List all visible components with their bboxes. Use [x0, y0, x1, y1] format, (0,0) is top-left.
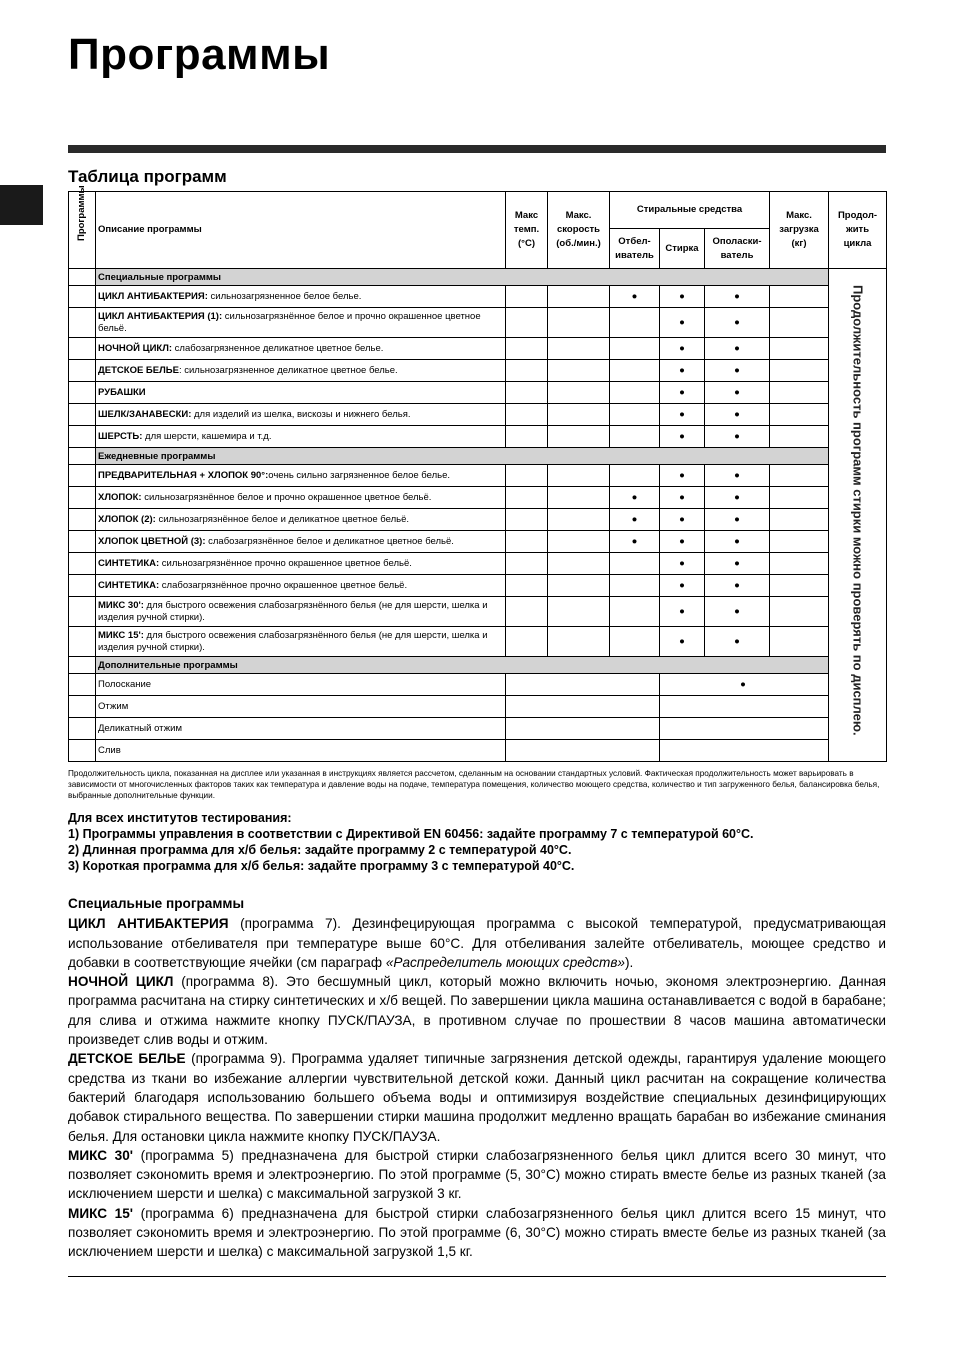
wash-marker: ● [660, 597, 705, 627]
program-description [96, 308, 506, 338]
wash-marker: ● [660, 338, 705, 360]
program-table [68, 185, 887, 762]
wash-marker: ● [660, 286, 705, 308]
rinse-marker [660, 696, 829, 718]
program-description [96, 553, 506, 575]
paragraph-lead: ЦИКЛ АНТИБАКТЕРИЯ [68, 916, 229, 932]
testing-line: 1) Программы управления в соответствии с Директивой EN 60456: задайте программу 7 с температурой 60°С. [68, 827, 754, 841]
program-description [96, 674, 506, 696]
rinse-marker [660, 718, 829, 740]
program-name: МИКС 15': [98, 629, 144, 641]
program-desc-text: слабозагрязненное деликатное цветное белье. [172, 342, 384, 354]
section-header-row [69, 448, 887, 465]
program-description [96, 575, 506, 597]
wash-marker: ● [660, 360, 705, 382]
program-desc-text: для шерсти, кашемира и т.д. [142, 430, 272, 442]
program-row [69, 382, 887, 404]
program-row [69, 674, 887, 696]
paragraph-lead: МИКС 15' [68, 1205, 134, 1221]
bleach-marker: ● [610, 487, 660, 509]
bleach-marker [610, 627, 660, 657]
special-heading: Специальные программы [68, 896, 245, 911]
wash-marker: ● [660, 553, 705, 575]
paragraph-text: (программа 9). Программа удаляет типичные загрязнения детской одежды, гарантируя удаление моющего средства из ткани во избежание аллергии чувствительной детской кожи. Данный цикл расчитан на сокращение количества бактерий благодаря использованию большего объема воды и оптимизируя воздействие специальных дезинфицирующих добавок стирального вещества. По завершении стирки машина продолжит медленно вращать барабан во избежание сминания белья. Для остановки цикла нажмите кнопку ПУСК/ПАУЗА. [68, 1051, 886, 1144]
rinse-marker: ● [705, 286, 770, 308]
rinse-marker: ● [705, 509, 770, 531]
rinse-marker [660, 740, 829, 762]
header-max-load: Макс. загрузка (кг) [770, 192, 829, 269]
header-programs: Программы [69, 192, 96, 269]
header-max-speed: Макс. скорость (об./мин.) [548, 192, 610, 269]
header-bleach: Отбел-иватель [610, 229, 660, 269]
program-row [69, 487, 887, 509]
program-name: НОЧНОЙ ЦИКЛ: [98, 342, 173, 354]
program-name: МИКС 30': [98, 599, 144, 611]
paragraph-lead: ДЕТСКОЕ БЕЛЬЕ [68, 1051, 186, 1067]
program-desc-text: сильнозагрязнённое белое и прочно окрашенное цветное бельё. [141, 491, 432, 503]
header-max-temp: Макс темп. (°C) [506, 192, 548, 269]
program-desc-text: сильнозагрязнённое белое и прочно окрашенное цветное бельё. [98, 310, 481, 334]
section-title: Ежедневные программы [96, 448, 829, 465]
program-desc-text: Слив [98, 744, 121, 756]
table-title: Таблица программ [68, 167, 227, 186]
header-rinse: Ополаски-ватель [705, 229, 770, 269]
program-description [96, 360, 506, 382]
testing-heading: Для всех институтов тестирования: [68, 811, 292, 825]
bleach-marker [610, 553, 660, 575]
program-row [69, 286, 887, 308]
bleach-marker [610, 575, 660, 597]
program-desc-text: сильнозагрязненное белое белье. [207, 290, 362, 302]
program-name: ДЕТСКОЕ БЕЛЬЕ [98, 364, 179, 376]
program-desc-text: для изделий из шелка, вискозы и нижнего белья. [191, 408, 411, 420]
header-rule [68, 145, 886, 153]
program-row [69, 308, 887, 338]
program-row [69, 404, 887, 426]
program-name: РУБАШКИ [98, 386, 146, 398]
bleach-marker [610, 426, 660, 448]
rinse-marker: ● [660, 674, 829, 696]
program-name: СИНТЕТИКА: [98, 579, 160, 591]
wash-marker: ● [660, 465, 705, 487]
rinse-marker: ● [705, 531, 770, 553]
program-row [69, 509, 887, 531]
header-duration: Продол-жить цикла [829, 192, 887, 269]
header-detergents: Стиральные средства [610, 192, 770, 229]
bleach-marker: ● [610, 531, 660, 553]
program-desc-text: слабозагрязнённое прочно окрашенное цветное бельё. [159, 579, 408, 591]
program-description [96, 509, 506, 531]
wash-marker: ● [660, 404, 705, 426]
program-description [96, 718, 506, 740]
rinse-marker: ● [705, 338, 770, 360]
rinse-marker: ● [705, 575, 770, 597]
program-desc-text: для быстрого освежения слабозагрязнённого белья (не для шерсти, шелка и изделия ручной стирки). [98, 629, 488, 653]
rinse-marker: ● [705, 308, 770, 338]
program-row [69, 338, 887, 360]
paragraph-lead: НОЧНОЙ ЦИКЛ [68, 974, 174, 990]
rinse-marker: ● [705, 553, 770, 575]
page-title: Программы [68, 30, 331, 79]
header-wash: Стирка [660, 229, 705, 269]
bleach-marker [610, 404, 660, 426]
program-desc-text: Деликатный отжим [98, 722, 182, 734]
program-row [69, 531, 887, 553]
program-row [69, 360, 887, 382]
program-desc-text: сильнозагрязнённое прочно окрашенное цветное бельё. [159, 557, 412, 569]
paragraph-text: (программа 7). Дезинфецирующая программа с высокой температурой, предусматривающая использование отбеливателя при температуре выше 60°C. Для отбеливания залейте отбеливатель, моющее средство и добавки в соответствующие ячейки (см параграф [68, 916, 886, 970]
program-row [69, 718, 887, 740]
program-name: ХЛОПОК (2): [98, 513, 156, 525]
program-name: ПРЕДВАРИТЕЛЬНАЯ + ХЛОПОК 90°: [98, 469, 269, 481]
special-paragraph [68, 1146, 886, 1204]
side-note-text: Продолжительность программ стирки можно проверять по дисплею. [850, 285, 866, 736]
program-description [96, 696, 506, 718]
bleach-marker [610, 338, 660, 360]
duration-footnote: Продолжительность цикла, показанная на дисплее или указанная в инструкциях является рассчетом, сделанным на основании стандартных условий. Фактическая продолжительность может варьировать в зависимости от многочисленных факторов таких как температура и давление воды на подаче, температура помещения, количество моющего средства, количество и тип загруженного белья, балансировка белья, выбранные дополнительные функции. [68, 769, 880, 800]
rinse-marker: ● [705, 627, 770, 657]
program-description [96, 627, 506, 657]
program-description [96, 740, 506, 762]
program-row [69, 696, 887, 718]
paragraph-tail: ). [624, 954, 634, 970]
rinse-marker: ● [705, 404, 770, 426]
program-description [96, 404, 506, 426]
program-name: ШЕЛК/ЗАНАВЕСКИ: [98, 408, 192, 420]
special-programs-section [68, 894, 886, 1262]
wash-marker: ● [660, 308, 705, 338]
program-description [96, 426, 506, 448]
footer-rule [68, 1276, 886, 1277]
program-desc-text: Отжим [98, 700, 129, 712]
bleach-marker: ● [610, 286, 660, 308]
section-tab-marker [0, 185, 43, 225]
program-row [69, 575, 887, 597]
wash-marker: ● [660, 531, 705, 553]
paragraph-reference: «Распределитель моющих средств» [385, 954, 625, 970]
testing-instructions [68, 810, 886, 874]
rinse-marker: ● [705, 597, 770, 627]
program-row [69, 740, 887, 762]
program-name: ШЕРСТЬ: [98, 430, 143, 442]
program-description [96, 338, 506, 360]
rinse-marker: ● [705, 382, 770, 404]
rinse-marker: ● [705, 360, 770, 382]
program-name: ХЛОПОК: [98, 491, 142, 503]
paragraph-text: (программа 6) предназначена для быстрой стирки слабозагрязненного белья цикл длится всего 15 минут, что позволяет сэкономить время и электроэнергию. По этой программе (6, 30°C) можно стирать вместе белье из разных тканей (за исключением шерсти и шелка) с максимальной загрузкой 1,5 кг. [68, 1205, 886, 1260]
program-desc-text: сильнозагрязнённое белое и деликатное цветное бельё. [155, 513, 410, 525]
program-desc-text: слабозагрязнённое белое и деликатное цветное бельё. [205, 535, 454, 547]
program-row [69, 465, 887, 487]
program-row [69, 553, 887, 575]
bleach-marker [610, 360, 660, 382]
rinse-marker: ● [705, 465, 770, 487]
bleach-marker [610, 465, 660, 487]
wash-marker: ● [660, 487, 705, 509]
program-description [96, 531, 506, 553]
special-paragraph [68, 972, 886, 1049]
special-paragraph [68, 914, 886, 972]
program-name: ХЛОПОК ЦВЕТНОЙ (3): [98, 535, 206, 547]
paragraph-text: (программа 8). Это бесшумный цикл, который можно включить ночью, экономя электроэнергию. Данная программа расчитана на стирку синтетических и х/б вещей. По завершении цикла машина останавливается с водой в барабане; для слива и отжима нажмите кнопку ПУСК/ПАУЗА, в противном случае по прошествии 8 часов машина автоматически произведет слив воды и отжим. [68, 974, 887, 1048]
section-header-row [69, 657, 887, 674]
program-desc-text: Полоскание [98, 678, 152, 690]
section-title: Дополнительные программы [96, 657, 829, 674]
header-description: Описание программы [96, 192, 506, 269]
wash-marker: ● [660, 382, 705, 404]
duration-side-note [829, 269, 887, 762]
paragraph-text: (программа 5) предназначена для быстрой стирки слабозагрязненного белья цикл длится всего 30 минут, что позволяет сэкономить время и электроэнергию. По этой программе (5, 30°C) можно стирать вместе белье из разных тканей (за исключением шерсти и шелка) с максимальной загрузкой 3 кг. [68, 1147, 886, 1202]
program-description [96, 487, 506, 509]
wash-marker: ● [660, 509, 705, 531]
bleach-marker [610, 597, 660, 627]
bleach-marker [610, 308, 660, 338]
program-description [96, 597, 506, 627]
wash-marker: ● [660, 575, 705, 597]
bleach-marker [610, 382, 660, 404]
testing-line: 3) Короткая программа для х/б белья: задайте программу 3 с температурой 40°С. [68, 859, 575, 873]
wash-marker: ● [660, 627, 705, 657]
section-title: Специальные программы [96, 269, 829, 286]
special-paragraph [68, 1204, 886, 1262]
program-row [69, 426, 887, 448]
program-name: СИНТЕТИКА: [98, 557, 160, 569]
program-desc-text: : сильнозагрязненное деликатное цветное белье. [178, 364, 398, 376]
program-desc-text: для быстрого освежения слабозагрязнённого белья (не для шерсти, шелка и изделия ручной стирки). [98, 599, 488, 623]
program-name: ЦИКЛ АНТИБАКТЕРИЯ: [98, 290, 208, 302]
rinse-marker: ● [705, 426, 770, 448]
rinse-marker: ● [705, 487, 770, 509]
program-desc-text: очень сильно загрязненное белое белье. [268, 469, 451, 481]
testing-line: 2) Длинная программа для х/б белья: задайте программу 2 с температурой 40°С. [68, 843, 572, 857]
special-paragraph [68, 1049, 886, 1145]
program-description [96, 465, 506, 487]
wash-marker: ● [660, 426, 705, 448]
program-row [69, 627, 887, 657]
paragraph-lead: МИКС 30' [68, 1147, 134, 1163]
bleach-marker: ● [610, 509, 660, 531]
program-name: ЦИКЛ АНТИБАКТЕРИЯ (1): [98, 310, 223, 322]
program-description [96, 382, 506, 404]
program-row [69, 597, 887, 627]
program-description [96, 286, 506, 308]
section-header-row [69, 269, 887, 286]
